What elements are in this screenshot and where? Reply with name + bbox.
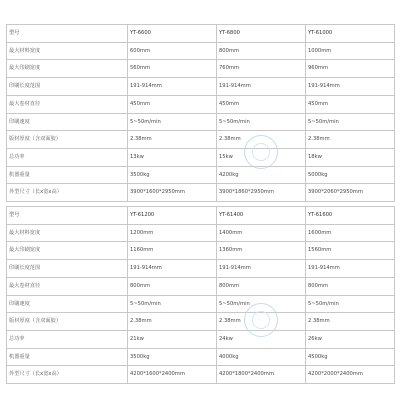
spec-value: 191-914mm (217, 78, 306, 96)
table-row (7, 260, 395, 278)
spec-value: 5~50m/min (217, 113, 306, 131)
spec-value: 4500kg (306, 348, 395, 366)
spec-value: 5~50m/min (306, 113, 395, 131)
spec-value: 191-914mm (128, 260, 217, 278)
model-name: YT-61000 (306, 25, 395, 43)
table-row (7, 348, 395, 366)
spec-label: 版材厚度（含双面胶） (7, 313, 128, 331)
spec-label: 最大卷材直径 (7, 95, 128, 113)
spec-value: 191-914mm (128, 78, 217, 96)
spec-value: 800mm (306, 277, 395, 295)
spec-label: 机器重量 (7, 166, 128, 184)
table-row (7, 95, 395, 113)
spec-value: 191-914mm (306, 78, 395, 96)
table-row (7, 113, 395, 131)
spec-table-2 (6, 206, 395, 384)
model-name: YT-61400 (217, 207, 306, 225)
table-row (7, 131, 395, 149)
spec-value: 24kw (217, 330, 306, 348)
spec-label: 最大印刷宽度 (7, 242, 128, 260)
spec-label: 印刷长度范围 (7, 78, 128, 96)
spec-label: 机器重量 (7, 348, 128, 366)
spec-value: 1560mm (306, 242, 395, 260)
spec-value: 5~50m/min (217, 295, 306, 313)
spec-value: 191-914mm (217, 260, 306, 278)
spec-value: 760mm (217, 60, 306, 78)
spec-value: 1360mm (217, 242, 306, 260)
table-row (7, 277, 395, 295)
model-name: YT-61200 (128, 207, 217, 225)
spec-value: 960mm (306, 60, 395, 78)
table-header-row (7, 25, 395, 43)
table-row (7, 42, 395, 60)
spec-value: 3900*1860*2950mm (217, 184, 306, 202)
spec-value: 26kw (306, 330, 395, 348)
spec-value: 2.38mm (306, 131, 395, 149)
spec-value: 1600mm (306, 224, 395, 242)
spec-value: 560mm (128, 60, 217, 78)
spec-label: 外型尺寸（长x宽x高） (7, 184, 128, 202)
spec-value: 4200*2000*2400mm (306, 366, 395, 384)
spec-value: 21kw (128, 330, 217, 348)
table-row (7, 166, 395, 184)
spec-value: 4000kg (217, 348, 306, 366)
spec-value: 1400mm (217, 224, 306, 242)
spec-value: 800mm (128, 277, 217, 295)
model-name: YT-6800 (217, 25, 306, 43)
spec-value: 1000mm (306, 42, 395, 60)
spec-value: 4200kg (217, 166, 306, 184)
spec-label: 印刷速度 (7, 113, 128, 131)
table-row (7, 330, 395, 348)
table-row (7, 295, 395, 313)
spec-value: 4200*1600*2400mm (128, 366, 217, 384)
spec-value: 1160mm (128, 242, 217, 260)
table-row (7, 78, 395, 96)
spec-value: 3900*1600*2950mm (128, 184, 217, 202)
watermark-stamp (244, 135, 278, 169)
spec-value: 13kw (128, 148, 217, 166)
model-header-label: 型号 (7, 25, 128, 43)
spec-label: 总功率 (7, 148, 128, 166)
table-row (7, 366, 395, 384)
spec-value: 2.38mm (217, 131, 306, 149)
spec-value: 2.38mm (128, 131, 217, 149)
spec-label: 印刷长度范围 (7, 260, 128, 278)
table-row (7, 224, 395, 242)
spec-label: 总功率 (7, 330, 128, 348)
spec-table-1 (6, 24, 395, 202)
spec-value: 15kw (217, 148, 306, 166)
table-row (7, 184, 395, 202)
spec-label: 版材厚度（含双面胶） (7, 131, 128, 149)
spec-value: 600mm (128, 42, 217, 60)
spec-label: 最大材料宽度 (7, 224, 128, 242)
spec-value: 800mm (217, 42, 306, 60)
spec-value: 191-914mm (306, 260, 395, 278)
spec-value: 5~50m/min (128, 113, 217, 131)
model-header-label: 型号 (7, 207, 128, 225)
spec-value: 5000kg (306, 166, 395, 184)
table-header-row (7, 207, 395, 225)
spec-label: 印刷速度 (7, 295, 128, 313)
spec-value: 5~50m/min (128, 295, 217, 313)
spec-value: 2.38mm (128, 313, 217, 331)
spec-value: 3500kg (128, 166, 217, 184)
spec-value: 450mm (128, 95, 217, 113)
table-row (7, 148, 395, 166)
table-row (7, 242, 395, 260)
spec-value: 2.38mm (306, 313, 395, 331)
spec-value: 2.38mm (217, 313, 306, 331)
model-name: YT-61600 (306, 207, 395, 225)
spec-value: 3500kg (128, 348, 217, 366)
table-row (7, 313, 395, 331)
spec-value: 3900*2060*2950mm (306, 184, 395, 202)
table-row (7, 60, 395, 78)
spec-value: 18kw (306, 148, 395, 166)
spec-value: 4200*1800*2400mm (217, 366, 306, 384)
spec-label: 最大材料宽度 (7, 42, 128, 60)
spec-label: 最大卷材直径 (7, 277, 128, 295)
spec-value: 450mm (217, 95, 306, 113)
spec-value: 1200mm (128, 224, 217, 242)
model-name: YT-6600 (128, 25, 217, 43)
spec-value: 450mm (306, 95, 395, 113)
spec-value: 5~50m/min (306, 295, 395, 313)
spec-value: 800mm (217, 277, 306, 295)
watermark-stamp (244, 303, 278, 337)
spec-label: 外型尺寸（长x宽x高） (7, 366, 128, 384)
spec-label: 最大印刷宽度 (7, 60, 128, 78)
